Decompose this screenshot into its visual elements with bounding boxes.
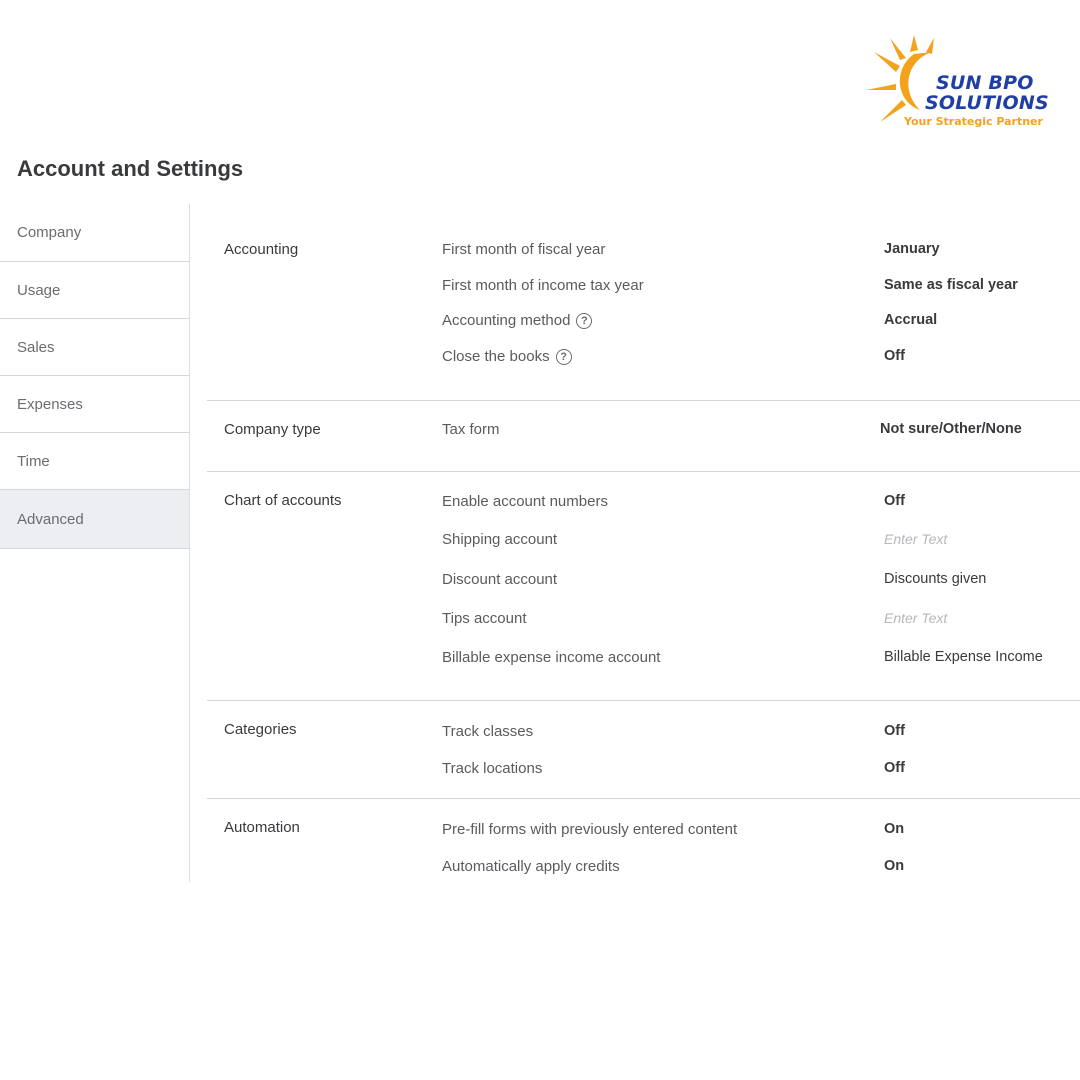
setting-label: First month of fiscal year — [442, 241, 606, 258]
setting-label-with-help — [442, 348, 572, 365]
sidebar-item-advanced[interactable]: Advanced — [0, 490, 189, 549]
setting-value: Off — [884, 760, 905, 776]
logo-line2: SOLUTIONS — [925, 92, 1049, 114]
setting-label: First month of income tax year — [442, 277, 644, 294]
setting-label: Track classes — [442, 723, 534, 740]
setting-row — [207, 348, 1080, 370]
setting-label: Tips account — [442, 610, 527, 627]
section-title: Company type — [224, 421, 321, 438]
setting-value: Off — [884, 348, 905, 364]
settings-main — [207, 204, 1080, 889]
setting-label: Accounting method — [442, 312, 571, 329]
sidebar-item-expenses[interactable]: Expenses — [0, 376, 189, 433]
setting-row — [207, 241, 1080, 263]
section-accounting[interactable] — [207, 204, 1080, 401]
section-company-type[interactable] — [207, 401, 1080, 472]
setting-value: Off — [884, 493, 905, 509]
setting-label: Billable expense income account — [442, 649, 661, 666]
section-title: Accounting — [224, 241, 299, 258]
setting-row — [207, 531, 1080, 553]
question-circle-icon[interactable]: ? — [556, 349, 572, 365]
setting-row — [207, 723, 1080, 745]
shipping-account-field[interactable]: Enter Text — [884, 531, 948, 547]
setting-row — [207, 493, 1080, 515]
section-chart-of-accounts[interactable] — [207, 472, 1080, 701]
setting-label: Discount account — [442, 571, 558, 588]
page-title: Account and Settings — [17, 156, 244, 181]
section-automation[interactable] — [207, 799, 1080, 889]
setting-row — [207, 649, 1080, 671]
sidebar-item-sales[interactable]: Sales — [0, 319, 189, 376]
setting-row — [207, 858, 1080, 880]
setting-value: January — [884, 241, 940, 257]
setting-row — [207, 312, 1080, 334]
setting-row — [207, 277, 1080, 299]
setting-label: Enable account numbers — [442, 493, 608, 510]
setting-label: Pre-fill forms with previously entered content — [442, 821, 738, 838]
logo-tagline: Your Strategic Partner — [904, 115, 1043, 128]
logo-line1: SUN BPO — [936, 72, 1034, 94]
sidebar-item-company[interactable]: Company — [0, 204, 189, 262]
setting-value: On — [884, 821, 905, 837]
setting-row — [207, 610, 1080, 632]
setting-value: On — [884, 858, 905, 874]
setting-value: Accrual — [884, 312, 938, 328]
setting-value: Discounts given — [884, 571, 987, 587]
brand-logo — [862, 30, 1052, 135]
section-title: Chart of accounts — [224, 492, 342, 509]
setting-row — [207, 760, 1080, 782]
setting-row — [207, 421, 1080, 443]
settings-sidebar — [0, 204, 190, 882]
setting-label: Automatically apply credits — [442, 858, 620, 875]
setting-label: Track locations — [442, 760, 543, 777]
section-title: Automation — [224, 819, 300, 836]
sidebar-item-time[interactable]: Time — [0, 433, 189, 490]
setting-value: Off — [884, 723, 905, 739]
tips-account-field[interactable]: Enter Text — [884, 610, 948, 626]
section-categories[interactable] — [207, 701, 1080, 799]
setting-value: Not sure/Other/None — [880, 421, 1022, 437]
setting-label-with-help — [442, 312, 592, 329]
setting-label: Tax form — [442, 421, 500, 438]
setting-row — [207, 571, 1080, 593]
setting-value: Billable Expense Income — [884, 649, 1043, 665]
setting-label: Shipping account — [442, 531, 558, 548]
question-circle-icon[interactable]: ? — [576, 313, 592, 329]
setting-row — [207, 821, 1080, 843]
section-title: Categories — [224, 721, 297, 738]
sidebar-item-usage[interactable]: Usage — [0, 262, 189, 319]
setting-label: Close the books — [442, 348, 550, 365]
setting-value: Same as fiscal year — [884, 277, 1018, 293]
